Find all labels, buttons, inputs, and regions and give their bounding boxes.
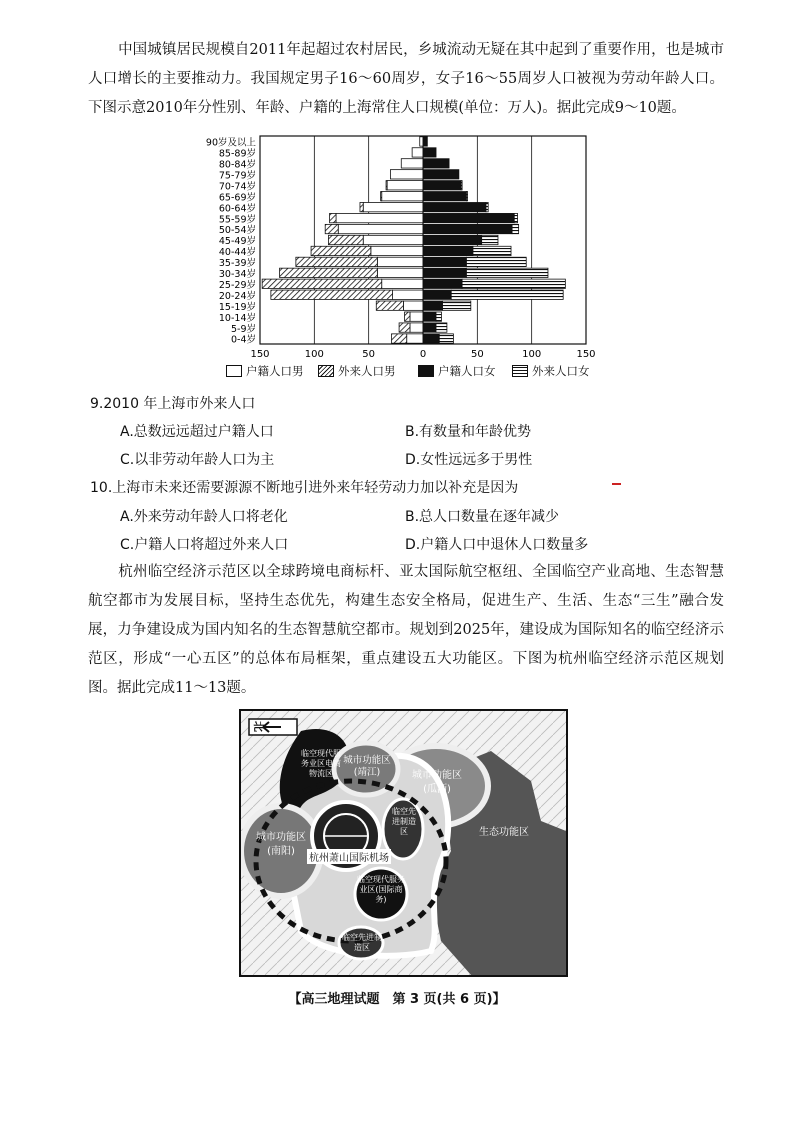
pyramid-bar	[330, 213, 337, 222]
pyramid-bar	[382, 192, 423, 201]
legend-item	[512, 363, 590, 379]
pyramid-bar	[410, 323, 423, 332]
pyramid-bar	[403, 301, 423, 310]
pyramid-bar	[280, 268, 378, 277]
red-pen-mark	[612, 483, 621, 485]
pyramid-bar	[423, 137, 427, 146]
question-9-option-b[interactable]: B.有数量和年龄优势	[405, 424, 532, 440]
pyramid-bar	[423, 192, 466, 201]
map-label-city-jinjiang	[339, 755, 395, 779]
map-label-city-nanyang-line1: 城市功能区	[256, 832, 306, 843]
x-tick-label: 100	[522, 349, 542, 360]
map-label-eco: 生态功能区	[479, 827, 529, 838]
pyramid-bar	[423, 323, 436, 332]
intro2-text: 杭州临空经济示范区以全球跨境电商标杆、亚太国际航空枢纽、全国临空产业高地、生态智慧航空都市为发展目标，坚持生态优先，构建生态安全格局，促进生产、生活、生态“三生”融合发展，力争建设成为国内知名的生态智慧航空都市。规划到2025年，建设成为国际知名的临空经济示范区，形成“一心五区”的总体布局框架，重点建设五大功能区。下图为杭州临空经济示范区规划图。据此完成11～13题。	[88, 564, 724, 696]
question-10-option-c[interactable]: C.户籍人口将超过外来人口	[120, 537, 289, 553]
pyramid-bar	[393, 290, 423, 299]
pyramid-bar	[423, 290, 451, 299]
pyramid-bar	[423, 279, 462, 288]
y-tick-label: 90岁及以上	[205, 137, 256, 149]
x-tick-label: 100	[304, 349, 324, 360]
pyramid-bar	[377, 257, 423, 266]
question-10-option-a[interactable]: A.外来劳动年龄人口将老化	[120, 509, 288, 525]
pyramid-bar	[512, 224, 519, 233]
pyramid-bar	[514, 213, 517, 222]
map-label-city-jinjiang-line2: (靖江)	[353, 767, 381, 778]
pyramid-bar	[436, 323, 447, 332]
pyramid-bar	[386, 181, 387, 190]
y-tick-label: 15-19岁	[218, 301, 256, 313]
page-footer: 【高三地理试题 第 3 页(共 6 页)】	[288, 992, 506, 1007]
pyramid-bar	[377, 268, 423, 277]
intro-paragraph	[88, 36, 724, 123]
pyramid-bar	[382, 279, 423, 288]
legend-swatch-icon	[318, 365, 334, 377]
pyramid-bar	[466, 257, 526, 266]
pyramid-bar	[271, 290, 393, 299]
pyramid-bar	[423, 235, 482, 244]
pyramid-bar	[390, 170, 423, 179]
pyramid-bar	[391, 334, 406, 343]
hangzhou-airport-zone-map	[239, 709, 568, 977]
pyramid-bar	[363, 235, 423, 244]
pyramid-bar	[420, 137, 423, 146]
legend-label: 外来人口男	[338, 364, 396, 378]
question-9-option-a[interactable]: A.总数远远超过户籍人口	[120, 424, 274, 440]
legend-swatch-icon	[226, 365, 242, 377]
map-label-city-guali-line2: (瓜沥)	[423, 784, 451, 795]
y-tick-label: 30-34岁	[218, 269, 256, 281]
question-9-option-c[interactable]: C.以非劳动年龄人口为主	[120, 452, 275, 468]
pyramid-bar	[462, 279, 565, 288]
y-tick-label: 0-4岁	[230, 334, 256, 346]
pyramid-bar	[423, 334, 439, 343]
pyramid-bar	[451, 290, 563, 299]
pyramid-bar	[423, 301, 443, 310]
x-tick-label: 150	[576, 349, 596, 360]
pyramid-bar	[423, 170, 459, 179]
pyramid-bar	[325, 224, 338, 233]
x-tick-label: 0	[419, 349, 427, 360]
population-pyramid-chart	[190, 128, 610, 363]
question-9-option-d[interactable]: D.女性远远多于男性	[405, 452, 533, 468]
legend-swatch-icon	[418, 365, 434, 377]
map-label-airport: 杭州萧山国际机场	[307, 849, 391, 864]
intro-text: 中国城镇居民规模自2011年起超过农村居民，乡城流动无疑在其中起到了重要作用，也是城市人口增长的主要推动力。我国规定男子16～60周岁，女子16～55周岁人口被视为劳动年龄人口。下图示意2010年分性别、年龄、户籍的上海常住人口规模(单位：万人)。据此完成9～10题。	[88, 42, 724, 116]
pyramid-bar	[311, 246, 371, 255]
pyramid-bar	[439, 334, 453, 343]
pyramid-bar	[482, 235, 498, 244]
pyramid-bar	[423, 213, 514, 222]
map-label-service-bottom: 临空现代服务业区(国际商务)	[357, 875, 405, 904]
y-tick-label: 85-89岁	[218, 148, 256, 160]
pyramid-bar	[461, 181, 462, 190]
map-label-city-guali	[406, 769, 468, 797]
y-tick-label: 40-44岁	[218, 247, 256, 259]
pyramid-bar	[360, 202, 363, 211]
x-tick-label: 150	[250, 349, 270, 360]
y-tick-label: 55-59岁	[218, 214, 256, 226]
pyramid-bar	[381, 192, 382, 201]
pyramid-bar	[443, 301, 471, 310]
pyramid-bar	[328, 235, 363, 244]
pyramid-bar	[423, 224, 512, 233]
pyramid-bar	[336, 213, 423, 222]
legend-item	[318, 363, 396, 379]
map-label-city-nanyang	[249, 831, 313, 859]
y-tick-label: 65-69岁	[218, 192, 256, 204]
y-tick-label: 25-29岁	[218, 279, 256, 291]
pyramid-bar	[296, 257, 378, 266]
legend-label: 户籍人口女	[438, 364, 496, 378]
y-tick-label: 60-64岁	[218, 203, 256, 215]
pyramid-bar	[412, 148, 423, 157]
map-label-adv-mfg-bottom: 临空先进制造区	[342, 933, 382, 952]
legend-label: 外来人口女	[532, 364, 590, 378]
question-10-option-d[interactable]: D.户籍人口中退休人口数量多	[405, 537, 589, 553]
legend-swatch-icon	[512, 365, 528, 377]
pyramid-bar	[423, 159, 449, 168]
map-label-service-top: 临空现代服务业区电商物流区	[301, 749, 341, 778]
pyramid-bar	[376, 301, 403, 310]
x-tick-label: 50	[362, 349, 376, 360]
pyramid-bar	[423, 246, 473, 255]
pyramid-bar	[423, 268, 466, 277]
pyramid-bar	[423, 257, 466, 266]
pyramid-bar	[486, 202, 488, 211]
legend-item	[418, 363, 496, 379]
pyramid-bar	[371, 246, 423, 255]
y-tick-label: 75-79岁	[218, 170, 256, 182]
y-tick-label: 50-54岁	[218, 225, 256, 237]
pyramid-bar	[423, 202, 486, 211]
question-10-option-b[interactable]: B.总人口数量在逐年减少	[405, 509, 560, 525]
question-9-stem: 9.2010 年上海市外来人口	[90, 396, 256, 412]
pyramid-bar	[387, 181, 423, 190]
pyramid-bar	[399, 323, 410, 332]
pyramid-bar	[410, 312, 423, 321]
north-label: 北	[253, 719, 265, 733]
map-label-city-guali-line1: 城市功能区	[412, 770, 462, 781]
y-tick-label: 5-9岁	[230, 323, 256, 335]
question-10-stem: 10.上海市未来还需要源源不断地引进外来年轻劳动力加以补充是因为	[90, 480, 519, 496]
y-tick-label: 20-24岁	[218, 290, 256, 302]
y-tick-label: 80-84岁	[218, 159, 256, 171]
legend-item	[226, 363, 304, 379]
pyramid-bar	[466, 268, 548, 277]
y-tick-label: 35-39岁	[218, 258, 256, 270]
pyramid-bar	[436, 312, 441, 321]
y-tick-label: 10-14岁	[218, 312, 256, 324]
legend-label: 户籍人口男	[246, 364, 304, 378]
intro2-paragraph	[88, 558, 724, 703]
pyramid-bar	[405, 312, 410, 321]
pyramid-bar	[363, 202, 423, 211]
pyramid-bar	[401, 159, 423, 168]
map-label-city-nanyang-line2: (南阳)	[267, 846, 295, 857]
pyramid-bar	[423, 148, 436, 157]
pyramid-bar	[407, 334, 423, 343]
map-label-city-jinjiang-line1: 城市功能区	[343, 755, 391, 766]
map-label-adv-mfg-right: 临空先进制造区	[392, 807, 416, 836]
y-tick-label: 70-74岁	[218, 181, 256, 193]
pyramid-bar	[473, 246, 511, 255]
pyramid-bar	[423, 312, 436, 321]
pyramid-bar	[262, 279, 382, 288]
pyramid-bar	[466, 192, 467, 201]
y-tick-label: 45-49岁	[218, 236, 256, 248]
pyramid-bar	[423, 181, 461, 190]
pyramid-bar	[338, 224, 423, 233]
x-tick-label: 50	[470, 349, 484, 360]
